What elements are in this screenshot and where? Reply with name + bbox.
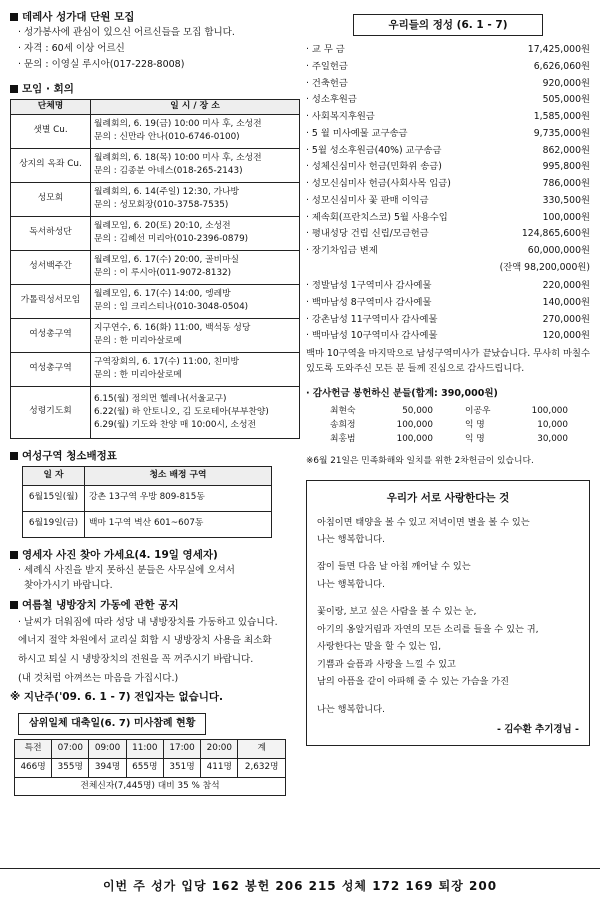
table-row: 최현숙 50,000 이공우 100,000 xyxy=(330,405,568,416)
table-row: 6월15일(월) 강촌 13구역 우방 809-815동 xyxy=(23,485,272,511)
table-row xyxy=(15,777,286,796)
table-row: 송희정 100,000 익 명 10,000 xyxy=(330,419,568,430)
baptism-heading: 영세자 사진 찾아 가세요(4. 19일 영세자) xyxy=(10,548,300,562)
aircon-line: 하시고 퇴실 시 냉방장치의 전원을 꼭 꺼주시기 바랍니다. xyxy=(18,653,254,665)
aircon-line: (내 것처럼 아껴쓰는 마음을 가집시다.) xyxy=(18,672,179,684)
list-item: · 5월 성소후원금(40%) 교구송금 862,000원 xyxy=(306,145,590,158)
square-bullet-icon xyxy=(10,85,18,93)
list-item: · 주일헌금 6,626,060원 xyxy=(306,61,590,74)
recruit-lines xyxy=(10,27,300,71)
table-row: 가톨릭성서모임 월례모임, 6. 17(수) 14:00, 엥레방 문의 : 임 크리스티나(010-3048-0504) xyxy=(11,284,300,318)
list-item: · 5 월 미사예물 교구송금 9,735,000원 xyxy=(306,128,590,141)
list-item: · 강촌남성 11구역미사 감사예물 270,000원 xyxy=(306,314,590,327)
list-item: · 성체신심미사 헌금(민화위 송금) 995,800원 xyxy=(306,161,590,174)
list-item: · 제속회(프란치스코) 5월 사용수입 100,000원 xyxy=(306,212,590,225)
list-item: · 백마남성 10구역미사 감사예물 120,000원 xyxy=(306,330,590,343)
attendance-title: 삼위일체 대축일(6. 7) 미사참례 현황 xyxy=(18,713,206,735)
offerings-title: 우리들의 정성 (6. 1 - 7) xyxy=(353,14,543,36)
transfer-note: ※ 지난주('09. 6. 1 - 7) 전입자는 없습니다. xyxy=(10,691,224,704)
table-row: 성모회 월례회의, 6. 14(주일) 12:30, 가나방 문의 : 성모회장(010-3758-7535) xyxy=(11,182,300,216)
column-header: 단체명 xyxy=(11,99,91,114)
aircon-line: 에너지 절약 차원에서 교리실 회합 시 냉방장치 사용을 최소화 xyxy=(18,635,272,647)
table-row: 여성총구역 구역장회의, 6. 17(수) 11:00, 친미방 문의 : 한 미리아살로메 xyxy=(11,352,300,386)
table-row: 여성총구역 지구연수, 6. 16(화) 11:00, 백석동 성당 문의 : 한 미리아살로메 xyxy=(11,318,300,352)
aircon-line: · 날씨가 더워짐에 따라 성당 내 냉방장치를 가동하고 있습니다. xyxy=(18,616,278,628)
baptism-line: · 세례식 사진을 받지 못하신 분들은 사무실에 오셔서 xyxy=(18,564,235,576)
list-item: · 성모신심미사 헌금(사회사목 입금) 786,000원 xyxy=(306,178,590,191)
table-row: 성서백주간 월례모임, 6. 17(수) 20:00, 골비마실 문의 : 이 루시아(011-9072-8132) xyxy=(11,250,300,284)
list-item: · 성소후원금 505,000원 xyxy=(306,94,590,107)
donors-title: · 감사헌금 봉헌하신 분들(합계: 390,000원) xyxy=(306,388,498,400)
meetings-heading: 모임 · 회의 xyxy=(10,82,300,96)
baptism-line: 찾아가시기 바랍니다. xyxy=(24,579,113,591)
column-header: 일 자 xyxy=(23,466,85,485)
poem-title: 우리가 서로 사랑한다는 것 xyxy=(386,492,510,505)
square-bullet-icon xyxy=(10,452,18,460)
attendance-summary: 전체신자(7,445명) 대비 35 % 참석 xyxy=(15,777,286,796)
square-bullet-icon xyxy=(10,551,18,559)
second-collection-note: ※6월 21일은 민족화해와 일치를 위한 2차헌금이 있습니다. xyxy=(306,456,534,467)
table-row: 성령기도회 6.15(월) 정의먼 헬레나(서울교구) 6.22(월) 하 안토니오, 김 도로테아(부부찬양) 6.29(월) 기도와 찬양 매 10:00시, 소성전 xyxy=(11,386,300,438)
column-header: 일 시 / 장 소 xyxy=(91,99,300,114)
recruit-heading: 데레사 성가대 단원 모집 xyxy=(10,10,300,24)
table-row: 독서하성단 월례모임, 6. 20(토) 20:10, 소성전 문의 : 김혜선 미리아(010-2396-0879) xyxy=(11,216,300,250)
offerings-message: 백마 10구역을 마지막으로 남성구역미사가 끝났습니다. 무사히 마칠수 있도록 도와주신 모든 분 들께 진심으로 감사드립니다. xyxy=(306,348,590,374)
hymn-footer: 이번 주 성가 입당 162 봉헌 206 215 성체 172 169 퇴장 200 xyxy=(102,879,498,893)
table-row: 6월19일(금) 백마 1구역 벽산 601~607동 xyxy=(23,511,272,537)
list-item: · 정발남성 1구역미사 감사예물 220,000원 xyxy=(306,280,590,293)
recruit-line: · 성가봉사에 관심이 있으신 어르신들을 모집 합니다. xyxy=(18,27,235,39)
right-column xyxy=(306,14,590,746)
list-item: · 건축헌금 920,000원 xyxy=(306,78,590,91)
table-row: 상지의 옥좌 Cu. 월례회의, 6. 18(목) 10:00 미사 후, 소성전 문의 : 김종분 아네스(018-265-2143) xyxy=(11,148,300,182)
list-item: · 장기차입금 변제 60,000,000원 xyxy=(306,245,590,258)
list-item: · 성모신심미사 꽃 판매 이익금 330,500원 xyxy=(306,195,590,208)
square-bullet-icon xyxy=(10,601,18,609)
poem-author: - 김수환 추기경님 - xyxy=(496,724,579,736)
cleaning-heading: 여성구역 청소배정표 xyxy=(10,449,300,463)
column-header: 청소 배정 구역 xyxy=(85,466,272,485)
aircon-heading: 여름철 냉방장치 가동에 관한 공지 xyxy=(10,598,300,612)
offerings-list xyxy=(306,44,590,343)
recruit-line: · 자격 : 60세 이상 어르신 xyxy=(18,42,125,54)
attendance-table xyxy=(14,739,286,797)
list-item: · 평내성당 건립 신립/모금헌금 124,865,600원 xyxy=(306,228,590,241)
poem-box: 우리가 서로 사랑한다는 것 아침이면 태양을 볼 수 있고 저녁이면 별을 볼 수 있는 나는 행복합니다. 잠이 들면 다음 날 아침 깨어날 수 있는 나는 행복합니다. 꽃이랑, 보고 싶은 사람을 볼 수 있는 눈, 아기의 옹알거림과 자연의 모든 소리를 들을 수 있는 귀, 사랑한다는 말을 할 수 있는 입, 기쁨과 슬픔과 사랑을 느낄 수 있고 남의 아픔을 같이 아파해 줄 수 있는 가슴을 가진 나는 행복합니다. - 김수환 추기경님 - xyxy=(306,480,590,746)
table-row: 최홍범 100,000 익 명 30,000 xyxy=(330,433,568,444)
table-row: 466명 355명 394명 655명 351명 411명 2,632명 xyxy=(15,758,286,777)
table-row: 특전 07:00 09:00 11:00 17:00 20:00 계 xyxy=(15,739,286,758)
table-row: 샛별 Cu. 월례회의, 6. 19(금) 10:00 미사 후, 소성전 문의 : 신만라 안나(010-6746-0100) xyxy=(11,114,300,148)
list-item: · 백마남성 8구역미사 감사예물 140,000원 xyxy=(306,297,590,310)
footer-divider xyxy=(0,868,600,869)
donors-table xyxy=(306,405,576,447)
recruit-line: · 문의 : 이영실 루시아(017-228-8008) xyxy=(18,58,185,70)
list-item: · 교 무 금 17,425,000원 xyxy=(306,44,590,57)
left-column xyxy=(10,8,300,796)
list-item: · 사회복지후원금 1,585,000원 xyxy=(306,111,590,124)
cleaning-table xyxy=(22,466,272,538)
balance-note: (잔액 98,200,000원) xyxy=(499,261,590,273)
square-bullet-icon xyxy=(10,13,18,21)
meetings-table xyxy=(10,99,300,439)
